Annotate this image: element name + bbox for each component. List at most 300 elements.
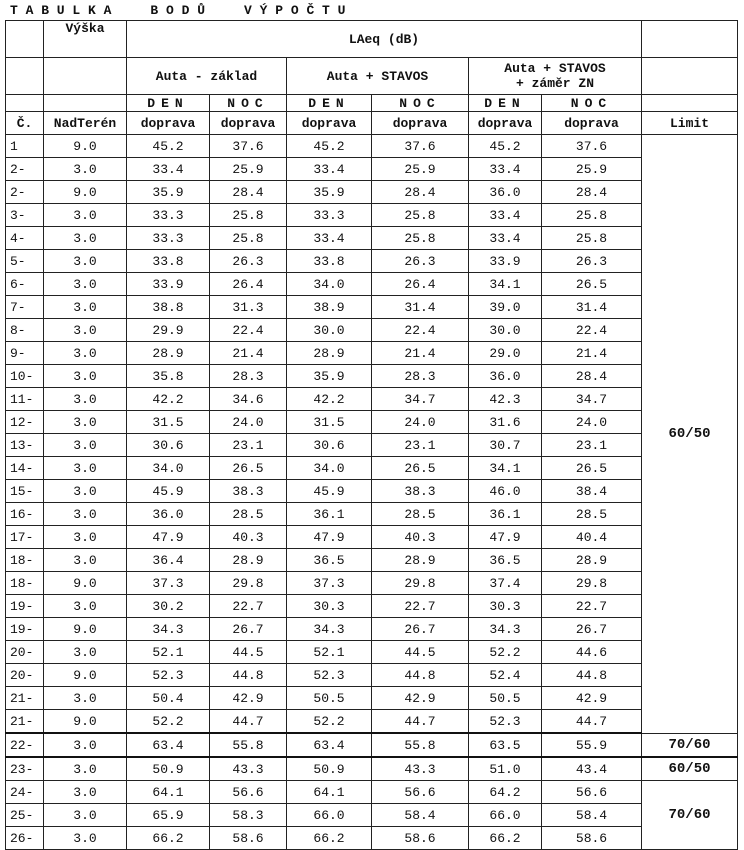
point-number: 21- [6, 710, 44, 734]
height-above-ground: 3.0 [44, 480, 127, 503]
laeq-zamer-den: 37.4 [469, 572, 542, 595]
table-row [6, 135, 738, 158]
table-row [6, 595, 738, 618]
laeq-zamer-den: 45.2 [469, 135, 542, 158]
laeq-zamer-noc: 22.7 [542, 595, 642, 618]
laeq-zamer-den: 30.3 [469, 595, 542, 618]
laeq-zaklad-noc: 44.5 [210, 641, 287, 664]
laeq-zamer-den: 36.1 [469, 503, 542, 526]
laeq-stavos-noc: 28.4 [372, 181, 469, 204]
table-row [6, 733, 738, 757]
point-number: 19- [6, 618, 44, 641]
laeq-zaklad-noc: 40.3 [210, 526, 287, 549]
point-number: 1 [6, 135, 44, 158]
point-number: 10- [6, 365, 44, 388]
laeq-zaklad-noc: 26.5 [210, 457, 287, 480]
table-row [6, 457, 738, 480]
laeq-stavos-noc: 25.8 [372, 227, 469, 250]
laeq-zamer-den: 36.0 [469, 181, 542, 204]
group-auta-stavos: Auta + STAVOS [287, 58, 469, 95]
laeq-zamer-noc: 37.6 [542, 135, 642, 158]
table-row [6, 250, 738, 273]
header-doprava: doprava [287, 112, 372, 135]
laeq-stavos-den: 45.9 [287, 480, 372, 503]
laeq-zaklad-noc: 26.3 [210, 250, 287, 273]
header-blank [44, 95, 127, 112]
table-title: T A B U L K A B O D Ů V Ý P O Č T U [10, 3, 346, 18]
laeq-zaklad-den: 66.2 [127, 827, 210, 850]
laeq-zamer-noc: 28.5 [542, 503, 642, 526]
table-row [6, 181, 738, 204]
table-row [6, 365, 738, 388]
laeq-stavos-den: 30.3 [287, 595, 372, 618]
header-blank [44, 58, 127, 95]
laeq-stavos-den: 47.9 [287, 526, 372, 549]
header-doprava: doprava [127, 112, 210, 135]
header-limit: Limit [642, 112, 738, 135]
height-above-ground: 3.0 [44, 549, 127, 572]
table-row [6, 781, 738, 804]
laeq-stavos-den: 52.3 [287, 664, 372, 687]
laeq-zaklad-den: 35.8 [127, 365, 210, 388]
height-above-ground: 3.0 [44, 204, 127, 227]
noc-label: NOC [210, 95, 287, 112]
laeq-stavos-noc: 55.8 [372, 733, 469, 757]
laeq-zamer-den: 42.3 [469, 388, 542, 411]
laeq-zamer-den: 36.0 [469, 365, 542, 388]
laeq-zaklad-noc: 22.4 [210, 319, 287, 342]
laeq-stavos-noc: 22.4 [372, 319, 469, 342]
laeq-stavos-den: 30.0 [287, 319, 372, 342]
laeq-zamer-den: 33.9 [469, 250, 542, 273]
laeq-zamer-den: 51.0 [469, 757, 542, 781]
laeq-zaklad-den: 50.9 [127, 757, 210, 781]
laeq-zamer-noc: 43.4 [542, 757, 642, 781]
laeq-zaklad-den: 33.4 [127, 158, 210, 181]
laeq-zaklad-noc: 25.8 [210, 227, 287, 250]
den-label: DEN [469, 95, 542, 112]
laeq-zamer-den: 34.1 [469, 457, 542, 480]
laeq-zaklad-den: 33.9 [127, 273, 210, 296]
table-row [6, 273, 738, 296]
laeq-zamer-noc: 25.9 [542, 158, 642, 181]
laeq-zamer-noc: 25.8 [542, 227, 642, 250]
laeq-zaklad-den: 28.9 [127, 342, 210, 365]
laeq-zaklad-noc: 37.6 [210, 135, 287, 158]
table-row [6, 434, 738, 457]
height-above-ground: 3.0 [44, 388, 127, 411]
laeq-zaklad-den: 45.9 [127, 480, 210, 503]
height-above-ground: 3.0 [44, 687, 127, 710]
laeq-stavos-noc: 58.6 [372, 827, 469, 850]
table-row [6, 710, 738, 734]
laeq-zamer-noc: 23.1 [542, 434, 642, 457]
laeq-zamer-den: 33.4 [469, 204, 542, 227]
laeq-zaklad-den: 50.4 [127, 687, 210, 710]
laeq-stavos-noc: 22.7 [372, 595, 469, 618]
laeq-zaklad-den: 29.9 [127, 319, 210, 342]
laeq-zamer-den: 31.6 [469, 411, 542, 434]
laeq-zamer-noc: 44.7 [542, 710, 642, 734]
point-number: 26- [6, 827, 44, 850]
laeq-zaklad-den: 34.3 [127, 618, 210, 641]
height-above-ground: 3.0 [44, 365, 127, 388]
laeq-zaklad-den: 52.1 [127, 641, 210, 664]
laeq-stavos-den: 34.0 [287, 457, 372, 480]
laeq-zamer-noc: 58.6 [542, 827, 642, 850]
point-number: 16- [6, 503, 44, 526]
group-auta-stavos-zamer [469, 58, 642, 95]
laeq-zaklad-noc: 58.3 [210, 804, 287, 827]
laeq-stavos-noc: 44.5 [372, 641, 469, 664]
laeq-stavos-den: 64.1 [287, 781, 372, 804]
laeq-stavos-noc: 28.9 [372, 549, 469, 572]
height-above-ground: 3.0 [44, 250, 127, 273]
laeq-zaklad-noc: 26.4 [210, 273, 287, 296]
height-above-ground: 3.0 [44, 595, 127, 618]
laeq-zaklad-den: 30.2 [127, 595, 210, 618]
table-row [6, 296, 738, 319]
point-number: 18- [6, 572, 44, 595]
height-above-ground: 9.0 [44, 664, 127, 687]
laeq-zaklad-noc: 42.9 [210, 687, 287, 710]
height-above-ground: 9.0 [44, 710, 127, 734]
table-row [6, 827, 738, 850]
laeq-zamer-den: 50.5 [469, 687, 542, 710]
point-number: 13- [6, 434, 44, 457]
laeq-zamer-den: 29.0 [469, 342, 542, 365]
laeq-zaklad-noc: 44.7 [210, 710, 287, 734]
laeq-zamer-den: 36.5 [469, 549, 542, 572]
header-blank [642, 58, 738, 95]
laeq-stavos-noc: 26.5 [372, 457, 469, 480]
laeq-zaklad-noc: 24.0 [210, 411, 287, 434]
point-number: 24- [6, 781, 44, 804]
laeq-zaklad-den: 36.0 [127, 503, 210, 526]
point-number: 17- [6, 526, 44, 549]
point-number: 22- [6, 733, 44, 757]
header-vyska: Výška [44, 21, 127, 58]
laeq-zamer-den: 66.2 [469, 827, 542, 850]
laeq-zaklad-noc: 25.8 [210, 204, 287, 227]
laeq-stavos-den: 28.9 [287, 342, 372, 365]
laeq-zaklad-den: 64.1 [127, 781, 210, 804]
laeq-zamer-den: 33.4 [469, 227, 542, 250]
laeq-zamer-noc: 26.5 [542, 273, 642, 296]
laeq-stavos-noc: 25.8 [372, 204, 469, 227]
header-blank [6, 95, 44, 112]
laeq-stavos-noc: 34.7 [372, 388, 469, 411]
height-above-ground: 9.0 [44, 181, 127, 204]
laeq-zaklad-den: 33.3 [127, 227, 210, 250]
laeq-stavos-den: 52.2 [287, 710, 372, 734]
laeq-stavos-den: 36.1 [287, 503, 372, 526]
laeq-stavos-noc: 40.3 [372, 526, 469, 549]
laeq-zaklad-den: 63.4 [127, 733, 210, 757]
laeq-zamer-noc: 44.8 [542, 664, 642, 687]
laeq-zaklad-noc: 56.6 [210, 781, 287, 804]
laeq-zamer-den: 52.3 [469, 710, 542, 734]
noc-label: NOC [372, 95, 469, 112]
den-label: DEN [127, 95, 210, 112]
laeq-stavos-noc: 43.3 [372, 757, 469, 781]
point-number: 7- [6, 296, 44, 319]
table-row [6, 503, 738, 526]
laeq-zaklad-noc: 31.3 [210, 296, 287, 319]
header-cislo: Č. [6, 112, 44, 135]
laeq-stavos-noc: 23.1 [372, 434, 469, 457]
laeq-stavos-noc: 26.3 [372, 250, 469, 273]
table-row [6, 664, 738, 687]
height-above-ground: 3.0 [44, 158, 127, 181]
laeq-zamer-noc: 31.4 [542, 296, 642, 319]
table-row [6, 158, 738, 181]
table-row [6, 687, 738, 710]
laeq-stavos-den: 33.4 [287, 227, 372, 250]
table-row [6, 641, 738, 664]
point-number: 8- [6, 319, 44, 342]
laeq-zaklad-den: 31.5 [127, 411, 210, 434]
laeq-zamer-den: 63.5 [469, 733, 542, 757]
height-above-ground: 9.0 [44, 135, 127, 158]
laeq-zaklad-noc: 38.3 [210, 480, 287, 503]
laeq-zamer-den: 66.0 [469, 804, 542, 827]
laeq-zamer-den: 34.3 [469, 618, 542, 641]
laeq-zamer-den: 46.0 [469, 480, 542, 503]
laeq-stavos-den: 42.2 [287, 388, 372, 411]
point-number: 12- [6, 411, 44, 434]
laeq-zamer-den: 33.4 [469, 158, 542, 181]
table-row [6, 411, 738, 434]
header-doprava: doprava [210, 112, 287, 135]
laeq-zamer-den: 52.2 [469, 641, 542, 664]
limit-value: 70/60 [642, 781, 738, 850]
point-number: 19- [6, 595, 44, 618]
laeq-zaklad-den: 47.9 [127, 526, 210, 549]
limit-value: 60/50 [642, 135, 738, 734]
laeq-zamer-noc: 56.6 [542, 781, 642, 804]
height-above-ground: 3.0 [44, 827, 127, 850]
laeq-stavos-noc: 56.6 [372, 781, 469, 804]
laeq-stavos-noc: 28.5 [372, 503, 469, 526]
point-number: 20- [6, 641, 44, 664]
table-row [6, 572, 738, 595]
laeq-zaklad-noc: 58.6 [210, 827, 287, 850]
laeq-stavos-noc: 38.3 [372, 480, 469, 503]
laeq-zamer-noc: 22.4 [542, 319, 642, 342]
laeq-stavos-noc: 37.6 [372, 135, 469, 158]
header-laeq: LAeq (dB) [127, 21, 642, 58]
laeq-zamer-noc: 40.4 [542, 526, 642, 549]
height-above-ground: 9.0 [44, 618, 127, 641]
laeq-zaklad-noc: 23.1 [210, 434, 287, 457]
group-line: Auta + STAVOS + záměr ZN [504, 61, 606, 91]
laeq-stavos-den: 37.3 [287, 572, 372, 595]
laeq-zaklad-noc: 22.7 [210, 595, 287, 618]
header-doprava: doprava [372, 112, 469, 135]
laeq-stavos-noc: 26.7 [372, 618, 469, 641]
laeq-zamer-noc: 26.7 [542, 618, 642, 641]
height-above-ground: 3.0 [44, 503, 127, 526]
header-doprava: doprava [469, 112, 542, 135]
laeq-zamer-den: 52.4 [469, 664, 542, 687]
height-above-ground: 3.0 [44, 411, 127, 434]
laeq-zaklad-noc: 28.3 [210, 365, 287, 388]
header-limit-blank [642, 21, 738, 58]
laeq-zamer-noc: 28.4 [542, 181, 642, 204]
table-row [6, 549, 738, 572]
laeq-zaklad-noc: 25.9 [210, 158, 287, 181]
laeq-stavos-den: 34.3 [287, 618, 372, 641]
laeq-zaklad-noc: 28.5 [210, 503, 287, 526]
height-above-ground: 3.0 [44, 804, 127, 827]
noc-label: NOC [542, 95, 642, 112]
laeq-zamer-noc: 28.9 [542, 549, 642, 572]
laeq-stavos-den: 33.3 [287, 204, 372, 227]
height-above-ground: 3.0 [44, 457, 127, 480]
laeq-zamer-den: 30.7 [469, 434, 542, 457]
point-number: 18- [6, 549, 44, 572]
laeq-stavos-den: 34.0 [287, 273, 372, 296]
laeq-stavos-den: 45.2 [287, 135, 372, 158]
limit-value: 60/50 [642, 757, 738, 781]
height-above-ground: 3.0 [44, 781, 127, 804]
laeq-zamer-noc: 28.4 [542, 365, 642, 388]
laeq-zamer-noc: 24.0 [542, 411, 642, 434]
laeq-zaklad-noc: 55.8 [210, 733, 287, 757]
table-row [6, 526, 738, 549]
height-above-ground: 3.0 [44, 296, 127, 319]
laeq-stavos-noc: 26.4 [372, 273, 469, 296]
laeq-stavos-noc: 44.7 [372, 710, 469, 734]
laeq-stavos-noc: 21.4 [372, 342, 469, 365]
height-above-ground: 3.0 [44, 641, 127, 664]
laeq-stavos-den: 66.0 [287, 804, 372, 827]
laeq-stavos-den: 36.5 [287, 549, 372, 572]
laeq-stavos-noc: 29.8 [372, 572, 469, 595]
height-above-ground: 9.0 [44, 572, 127, 595]
laeq-zaklad-den: 65.9 [127, 804, 210, 827]
laeq-stavos-den: 30.6 [287, 434, 372, 457]
laeq-stavos-den: 38.9 [287, 296, 372, 319]
laeq-zaklad-den: 33.8 [127, 250, 210, 273]
calculation-points-table [5, 20, 738, 850]
laeq-zamer-noc: 26.5 [542, 457, 642, 480]
laeq-zaklad-den: 35.9 [127, 181, 210, 204]
laeq-zaklad-noc: 44.8 [210, 664, 287, 687]
laeq-zaklad-den: 34.0 [127, 457, 210, 480]
height-above-ground: 3.0 [44, 273, 127, 296]
laeq-stavos-noc: 24.0 [372, 411, 469, 434]
laeq-stavos-noc: 28.3 [372, 365, 469, 388]
point-number: 23- [6, 757, 44, 781]
table-row [6, 388, 738, 411]
laeq-zamer-noc: 25.8 [542, 204, 642, 227]
laeq-zamer-noc: 44.6 [542, 641, 642, 664]
group-auta-zaklad: Auta - základ [127, 58, 287, 95]
header-nadteren: NadTerén [44, 112, 127, 135]
laeq-stavos-den: 35.9 [287, 181, 372, 204]
point-number: 25- [6, 804, 44, 827]
laeq-stavos-den: 52.1 [287, 641, 372, 664]
laeq-zamer-noc: 38.4 [542, 480, 642, 503]
table-row [6, 227, 738, 250]
point-number: 20- [6, 664, 44, 687]
laeq-stavos-noc: 25.9 [372, 158, 469, 181]
laeq-zamer-noc: 26.3 [542, 250, 642, 273]
laeq-zaklad-den: 52.2 [127, 710, 210, 734]
laeq-stavos-noc: 44.8 [372, 664, 469, 687]
height-above-ground: 3.0 [44, 227, 127, 250]
laeq-zaklad-noc: 34.6 [210, 388, 287, 411]
laeq-zaklad-noc: 21.4 [210, 342, 287, 365]
table-row [6, 618, 738, 641]
laeq-zaklad-den: 45.2 [127, 135, 210, 158]
laeq-zaklad-noc: 26.7 [210, 618, 287, 641]
point-number: 2- [6, 181, 44, 204]
header-blank [6, 21, 44, 58]
height-above-ground: 3.0 [44, 757, 127, 781]
laeq-zaklad-noc: 43.3 [210, 757, 287, 781]
header-blank [6, 58, 44, 95]
point-number: 11- [6, 388, 44, 411]
laeq-stavos-den: 35.9 [287, 365, 372, 388]
laeq-zaklad-den: 37.3 [127, 572, 210, 595]
laeq-stavos-den: 63.4 [287, 733, 372, 757]
table-row [6, 480, 738, 503]
laeq-zamer-noc: 55.9 [542, 733, 642, 757]
den-label: DEN [287, 95, 372, 112]
laeq-zaklad-noc: 28.4 [210, 181, 287, 204]
laeq-zamer-den: 39.0 [469, 296, 542, 319]
laeq-zamer-noc: 58.4 [542, 804, 642, 827]
laeq-stavos-den: 33.4 [287, 158, 372, 181]
laeq-zaklad-den: 52.3 [127, 664, 210, 687]
laeq-zamer-den: 30.0 [469, 319, 542, 342]
table-row [6, 319, 738, 342]
table-row [6, 204, 738, 227]
laeq-zamer-noc: 42.9 [542, 687, 642, 710]
point-number: 2- [6, 158, 44, 181]
laeq-stavos-den: 31.5 [287, 411, 372, 434]
height-above-ground: 3.0 [44, 342, 127, 365]
table-row [6, 804, 738, 827]
laeq-zamer-noc: 29.8 [542, 572, 642, 595]
laeq-zaklad-noc: 28.9 [210, 549, 287, 572]
laeq-stavos-den: 33.8 [287, 250, 372, 273]
laeq-zaklad-den: 42.2 [127, 388, 210, 411]
laeq-zamer-noc: 34.7 [542, 388, 642, 411]
table-row [6, 342, 738, 365]
laeq-stavos-noc: 42.9 [372, 687, 469, 710]
point-number: 14- [6, 457, 44, 480]
height-above-ground: 3.0 [44, 526, 127, 549]
point-number: 5- [6, 250, 44, 273]
point-number: 15- [6, 480, 44, 503]
laeq-stavos-den: 50.9 [287, 757, 372, 781]
laeq-zaklad-den: 30.6 [127, 434, 210, 457]
laeq-zamer-den: 47.9 [469, 526, 542, 549]
laeq-zaklad-den: 38.8 [127, 296, 210, 319]
limit-value: 70/60 [642, 733, 738, 757]
height-above-ground: 3.0 [44, 733, 127, 757]
point-number: 3- [6, 204, 44, 227]
laeq-stavos-den: 66.2 [287, 827, 372, 850]
point-number: 9- [6, 342, 44, 365]
header-doprava: doprava [542, 112, 642, 135]
point-number: 6- [6, 273, 44, 296]
laeq-zaklad-noc: 29.8 [210, 572, 287, 595]
